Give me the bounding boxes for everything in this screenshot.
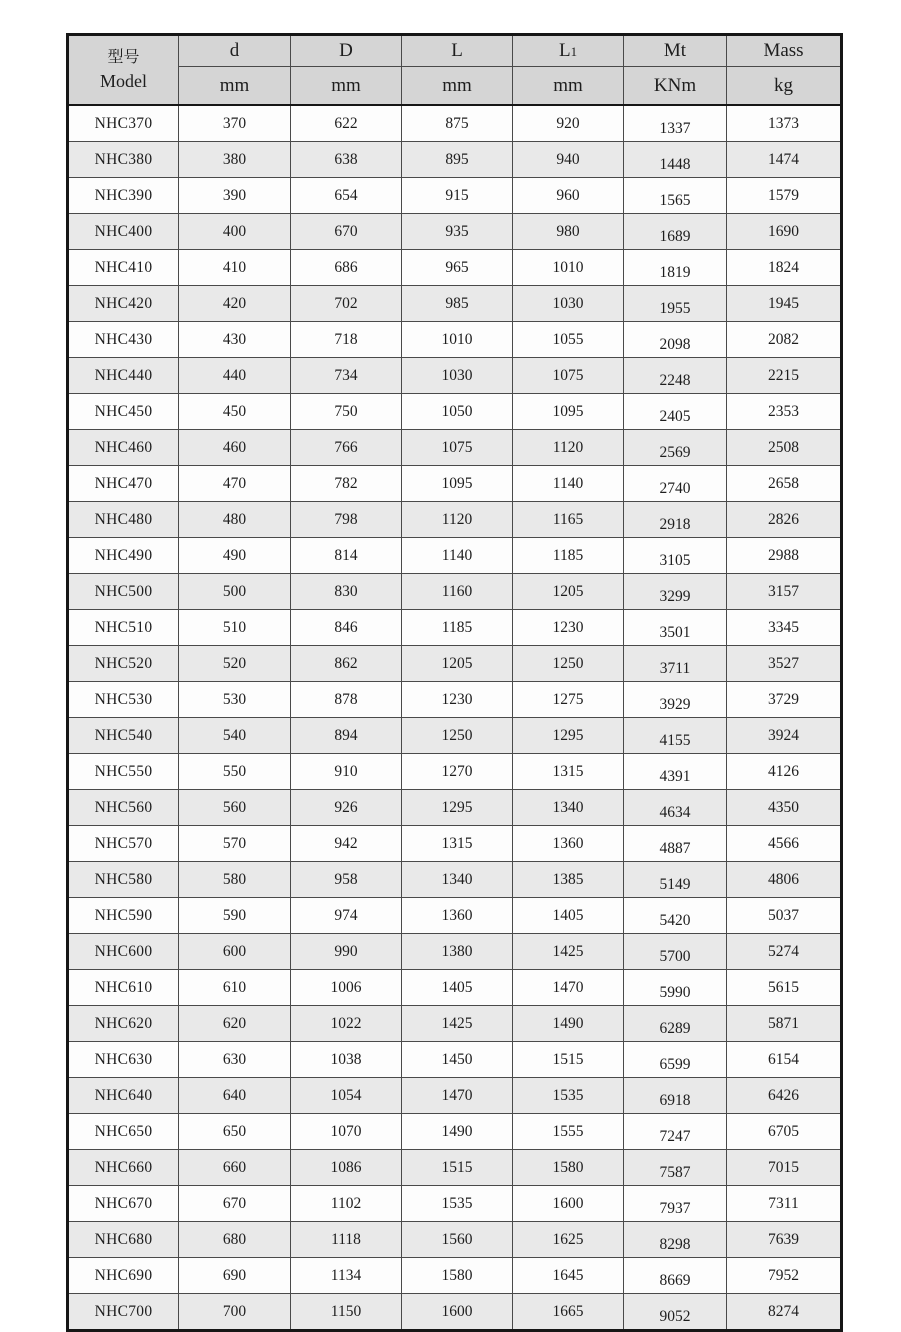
value-cell: 1580	[513, 1150, 624, 1186]
table-row	[68, 1078, 842, 1114]
value-cell: 1340	[402, 862, 513, 898]
model-cell: NHC590	[68, 898, 179, 934]
value-cell: 5037	[727, 898, 842, 934]
value-cell: 560	[179, 790, 291, 826]
value-cell: 3929	[624, 682, 727, 718]
value-cell: 1470	[402, 1078, 513, 1114]
value-cell: 470	[179, 466, 291, 502]
value-cell: 2569	[624, 430, 727, 466]
value-cell: 1134	[291, 1258, 402, 1294]
value-cell: 3729	[727, 682, 842, 718]
value-cell: 9052	[624, 1294, 727, 1331]
value-cell: 2658	[727, 466, 842, 502]
value-cell: 1270	[402, 754, 513, 790]
table-row	[68, 358, 842, 394]
value-cell: 1360	[402, 898, 513, 934]
value-cell: 1075	[402, 430, 513, 466]
value-cell: 2353	[727, 394, 842, 430]
value-cell: 875	[402, 105, 513, 142]
value-cell: 510	[179, 610, 291, 646]
value-cell: 1315	[402, 826, 513, 862]
value-cell: 985	[402, 286, 513, 322]
value-cell: 550	[179, 754, 291, 790]
table-row	[68, 286, 842, 322]
value-cell: 638	[291, 142, 402, 178]
value-cell: 2082	[727, 322, 842, 358]
value-cell: 1185	[402, 610, 513, 646]
model-cell: NHC390	[68, 178, 179, 214]
value-cell: 1205	[402, 646, 513, 682]
value-cell: 830	[291, 574, 402, 610]
value-cell: 4391	[624, 754, 727, 790]
value-cell: 766	[291, 430, 402, 466]
value-cell: 7015	[727, 1150, 842, 1186]
value-cell: 1448	[624, 142, 727, 178]
value-cell: 940	[513, 142, 624, 178]
unit-Mt: KNm	[624, 67, 727, 106]
table-row	[68, 826, 842, 862]
value-cell: 5990	[624, 970, 727, 1006]
value-cell: 1645	[513, 1258, 624, 1294]
value-cell: 6599	[624, 1042, 727, 1078]
value-cell: 4887	[624, 826, 727, 862]
table-row	[68, 934, 842, 970]
value-cell: 1030	[513, 286, 624, 322]
value-cell: 500	[179, 574, 291, 610]
model-cell: NHC370	[68, 105, 179, 142]
table-row	[68, 178, 842, 214]
value-cell: 4634	[624, 790, 727, 826]
value-cell: 935	[402, 214, 513, 250]
table-row	[68, 682, 842, 718]
value-cell: 420	[179, 286, 291, 322]
value-cell: 1600	[402, 1294, 513, 1331]
model-cell: NHC470	[68, 466, 179, 502]
model-cell: NHC400	[68, 214, 179, 250]
value-cell: 1955	[624, 286, 727, 322]
value-cell: 965	[402, 250, 513, 286]
value-cell: 1819	[624, 250, 727, 286]
model-cell: NHC580	[68, 862, 179, 898]
header-model-cn: 型号	[107, 49, 140, 67]
value-cell: 1140	[513, 466, 624, 502]
unit-d: mm	[179, 67, 291, 106]
value-cell: 1250	[513, 646, 624, 682]
value-cell: 1030	[402, 358, 513, 394]
table-row	[68, 1294, 842, 1331]
table-row	[68, 538, 842, 574]
model-cell: NHC500	[68, 574, 179, 610]
value-cell: 440	[179, 358, 291, 394]
value-cell: 670	[179, 1186, 291, 1222]
value-cell: 750	[291, 394, 402, 430]
model-cell: NHC640	[68, 1078, 179, 1114]
value-cell: 1054	[291, 1078, 402, 1114]
value-cell: 670	[291, 214, 402, 250]
value-cell: 1022	[291, 1006, 402, 1042]
value-cell: 782	[291, 466, 402, 502]
value-cell: 3924	[727, 718, 842, 754]
table-row	[68, 970, 842, 1006]
unit-D: mm	[291, 67, 402, 106]
value-cell: 570	[179, 826, 291, 862]
value-cell: 450	[179, 394, 291, 430]
value-cell: 1515	[402, 1150, 513, 1186]
value-cell: 1010	[402, 322, 513, 358]
value-cell: 2918	[624, 502, 727, 538]
model-cell: NHC540	[68, 718, 179, 754]
value-cell: 8298	[624, 1222, 727, 1258]
model-cell: NHC510	[68, 610, 179, 646]
value-cell: 4806	[727, 862, 842, 898]
model-cell: NHC440	[68, 358, 179, 394]
spec-table	[66, 33, 843, 1332]
value-cell: 1010	[513, 250, 624, 286]
model-cell: NHC490	[68, 538, 179, 574]
table-row	[68, 250, 842, 286]
value-cell: 7952	[727, 1258, 842, 1294]
value-cell: 1405	[513, 898, 624, 934]
header-L: L	[402, 35, 513, 67]
value-cell: 1315	[513, 754, 624, 790]
value-cell: 1185	[513, 538, 624, 574]
header-d: d	[179, 35, 291, 67]
table-row	[68, 105, 842, 142]
value-cell: 680	[179, 1222, 291, 1258]
table-row	[68, 1042, 842, 1078]
value-cell: 980	[513, 214, 624, 250]
value-cell: 6918	[624, 1078, 727, 1114]
value-cell: 650	[179, 1114, 291, 1150]
model-cell: NHC420	[68, 286, 179, 322]
model-cell: NHC610	[68, 970, 179, 1006]
value-cell: 1095	[513, 394, 624, 430]
value-cell: 620	[179, 1006, 291, 1042]
value-cell: 430	[179, 322, 291, 358]
value-cell: 2826	[727, 502, 842, 538]
value-cell: 640	[179, 1078, 291, 1114]
value-cell: 1450	[402, 1042, 513, 1078]
value-cell: 1230	[402, 682, 513, 718]
value-cell: 1120	[513, 430, 624, 466]
value-cell: 1230	[513, 610, 624, 646]
value-cell: 915	[402, 178, 513, 214]
model-cell: NHC600	[68, 934, 179, 970]
value-cell: 1150	[291, 1294, 402, 1331]
value-cell: 1580	[402, 1258, 513, 1294]
value-cell: 6705	[727, 1114, 842, 1150]
value-cell: 5274	[727, 934, 842, 970]
model-cell: NHC450	[68, 394, 179, 430]
model-cell: NHC410	[68, 250, 179, 286]
table-row	[68, 466, 842, 502]
value-cell: 8274	[727, 1294, 842, 1331]
table-row	[68, 1114, 842, 1150]
value-cell: 1070	[291, 1114, 402, 1150]
table-row	[68, 574, 842, 610]
value-cell: 7937	[624, 1186, 727, 1222]
value-cell: 5420	[624, 898, 727, 934]
value-cell: 540	[179, 718, 291, 754]
value-cell: 862	[291, 646, 402, 682]
value-cell: 1055	[513, 322, 624, 358]
value-cell: 460	[179, 430, 291, 466]
value-cell: 4350	[727, 790, 842, 826]
unit-Mass: kg	[727, 67, 842, 106]
table-row	[68, 322, 842, 358]
table-row	[68, 646, 842, 682]
table-row	[68, 1150, 842, 1186]
value-cell: 690	[179, 1258, 291, 1294]
value-cell: 610	[179, 970, 291, 1006]
value-cell: 1690	[727, 214, 842, 250]
header-Mt: Mt	[624, 35, 727, 67]
value-cell: 7587	[624, 1150, 727, 1186]
value-cell: 3299	[624, 574, 727, 610]
value-cell: 1560	[402, 1222, 513, 1258]
value-cell: 7639	[727, 1222, 842, 1258]
value-cell: 3711	[624, 646, 727, 682]
value-cell: 798	[291, 502, 402, 538]
value-cell: 2405	[624, 394, 727, 430]
value-cell: 974	[291, 898, 402, 934]
table-row	[68, 1006, 842, 1042]
value-cell: 410	[179, 250, 291, 286]
model-cell: NHC620	[68, 1006, 179, 1042]
table-body	[68, 105, 842, 1331]
value-cell: 926	[291, 790, 402, 826]
value-cell: 1160	[402, 574, 513, 610]
value-cell: 5700	[624, 934, 727, 970]
table-row	[68, 502, 842, 538]
value-cell: 8669	[624, 1258, 727, 1294]
value-cell: 480	[179, 502, 291, 538]
value-cell: 1689	[624, 214, 727, 250]
value-cell: 846	[291, 610, 402, 646]
model-cell: NHC380	[68, 142, 179, 178]
table-row	[68, 754, 842, 790]
model-cell: NHC570	[68, 826, 179, 862]
model-cell: NHC530	[68, 682, 179, 718]
value-cell: 5149	[624, 862, 727, 898]
table-row	[68, 142, 842, 178]
value-cell: 2248	[624, 358, 727, 394]
value-cell: 1565	[624, 178, 727, 214]
table-row	[68, 610, 842, 646]
table-row	[68, 430, 842, 466]
value-cell: 2740	[624, 466, 727, 502]
value-cell: 6289	[624, 1006, 727, 1042]
value-cell: 390	[179, 178, 291, 214]
model-cell: NHC560	[68, 790, 179, 826]
value-cell: 1140	[402, 538, 513, 574]
value-cell: 734	[291, 358, 402, 394]
value-cell: 1555	[513, 1114, 624, 1150]
value-cell: 1295	[402, 790, 513, 826]
value-cell: 1275	[513, 682, 624, 718]
value-cell: 1120	[402, 502, 513, 538]
value-cell: 3345	[727, 610, 842, 646]
value-cell: 1385	[513, 862, 624, 898]
table-row	[68, 1186, 842, 1222]
value-cell: 2988	[727, 538, 842, 574]
value-cell: 1075	[513, 358, 624, 394]
value-cell: 1086	[291, 1150, 402, 1186]
value-cell: 700	[179, 1294, 291, 1331]
value-cell: 1515	[513, 1042, 624, 1078]
value-cell: 1535	[513, 1078, 624, 1114]
value-cell: 654	[291, 178, 402, 214]
value-cell: 1425	[513, 934, 624, 970]
value-cell: 1006	[291, 970, 402, 1006]
value-cell: 1102	[291, 1186, 402, 1222]
value-cell: 1579	[727, 178, 842, 214]
header-L1: L1	[513, 35, 624, 67]
spec-table-container	[66, 33, 840, 1332]
table-row	[68, 1222, 842, 1258]
value-cell: 2508	[727, 430, 842, 466]
value-cell: 7311	[727, 1186, 842, 1222]
value-cell: 1824	[727, 250, 842, 286]
unit-L1: mm	[513, 67, 624, 106]
value-cell: 3527	[727, 646, 842, 682]
header-model	[68, 35, 179, 106]
value-cell: 580	[179, 862, 291, 898]
model-cell: NHC460	[68, 430, 179, 466]
value-cell: 1360	[513, 826, 624, 862]
value-cell: 1490	[402, 1114, 513, 1150]
value-cell: 1373	[727, 105, 842, 142]
value-cell: 718	[291, 322, 402, 358]
value-cell: 1095	[402, 466, 513, 502]
table-row	[68, 898, 842, 934]
value-cell: 878	[291, 682, 402, 718]
value-cell: 1165	[513, 502, 624, 538]
value-cell: 1205	[513, 574, 624, 610]
model-cell: NHC660	[68, 1150, 179, 1186]
unit-L: mm	[402, 67, 513, 106]
header-row-labels	[68, 35, 842, 67]
value-cell: 920	[513, 105, 624, 142]
value-cell: 1250	[402, 718, 513, 754]
value-cell: 6154	[727, 1042, 842, 1078]
value-cell: 990	[291, 934, 402, 970]
header-Mass: Mass	[727, 35, 842, 67]
value-cell: 660	[179, 1150, 291, 1186]
value-cell: 2215	[727, 358, 842, 394]
value-cell: 1118	[291, 1222, 402, 1258]
header-model-en: Model	[100, 70, 147, 91]
value-cell: 1050	[402, 394, 513, 430]
value-cell: 3105	[624, 538, 727, 574]
value-cell: 490	[179, 538, 291, 574]
value-cell: 1665	[513, 1294, 624, 1331]
model-cell: NHC550	[68, 754, 179, 790]
value-cell: 380	[179, 142, 291, 178]
model-cell: NHC650	[68, 1114, 179, 1150]
value-cell: 630	[179, 1042, 291, 1078]
value-cell: 1490	[513, 1006, 624, 1042]
value-cell: 3157	[727, 574, 842, 610]
table-row	[68, 214, 842, 250]
value-cell: 702	[291, 286, 402, 322]
value-cell: 5615	[727, 970, 842, 1006]
model-cell: NHC690	[68, 1258, 179, 1294]
value-cell: 895	[402, 142, 513, 178]
model-cell: NHC700	[68, 1294, 179, 1331]
table-row	[68, 862, 842, 898]
header-D: D	[291, 35, 402, 67]
value-cell: 4126	[727, 754, 842, 790]
value-cell: 1337	[624, 105, 727, 142]
table-row	[68, 394, 842, 430]
value-cell: 1340	[513, 790, 624, 826]
model-cell: NHC670	[68, 1186, 179, 1222]
value-cell: 6426	[727, 1078, 842, 1114]
value-cell: 814	[291, 538, 402, 574]
value-cell: 4566	[727, 826, 842, 862]
value-cell: 5871	[727, 1006, 842, 1042]
value-cell: 7247	[624, 1114, 727, 1150]
model-cell: NHC430	[68, 322, 179, 358]
value-cell: 370	[179, 105, 291, 142]
value-cell: 4155	[624, 718, 727, 754]
value-cell: 1474	[727, 142, 842, 178]
value-cell: 400	[179, 214, 291, 250]
value-cell: 1535	[402, 1186, 513, 1222]
value-cell: 960	[513, 178, 624, 214]
value-cell: 1425	[402, 1006, 513, 1042]
value-cell: 1295	[513, 718, 624, 754]
value-cell: 1038	[291, 1042, 402, 1078]
value-cell: 1600	[513, 1186, 624, 1222]
model-cell: NHC480	[68, 502, 179, 538]
value-cell: 958	[291, 862, 402, 898]
value-cell: 1380	[402, 934, 513, 970]
value-cell: 910	[291, 754, 402, 790]
table-header	[68, 35, 842, 106]
model-cell: NHC520	[68, 646, 179, 682]
table-row	[68, 1258, 842, 1294]
value-cell: 590	[179, 898, 291, 934]
value-cell: 894	[291, 718, 402, 754]
value-cell: 1625	[513, 1222, 624, 1258]
value-cell: 520	[179, 646, 291, 682]
table-row	[68, 718, 842, 754]
table-row	[68, 790, 842, 826]
value-cell: 2098	[624, 322, 727, 358]
value-cell: 942	[291, 826, 402, 862]
value-cell: 1470	[513, 970, 624, 1006]
value-cell: 1405	[402, 970, 513, 1006]
header-row-units	[68, 67, 842, 106]
model-cell: NHC680	[68, 1222, 179, 1258]
model-cell: NHC630	[68, 1042, 179, 1078]
value-cell: 600	[179, 934, 291, 970]
value-cell: 686	[291, 250, 402, 286]
value-cell: 530	[179, 682, 291, 718]
value-cell: 622	[291, 105, 402, 142]
value-cell: 1945	[727, 286, 842, 322]
value-cell: 3501	[624, 610, 727, 646]
